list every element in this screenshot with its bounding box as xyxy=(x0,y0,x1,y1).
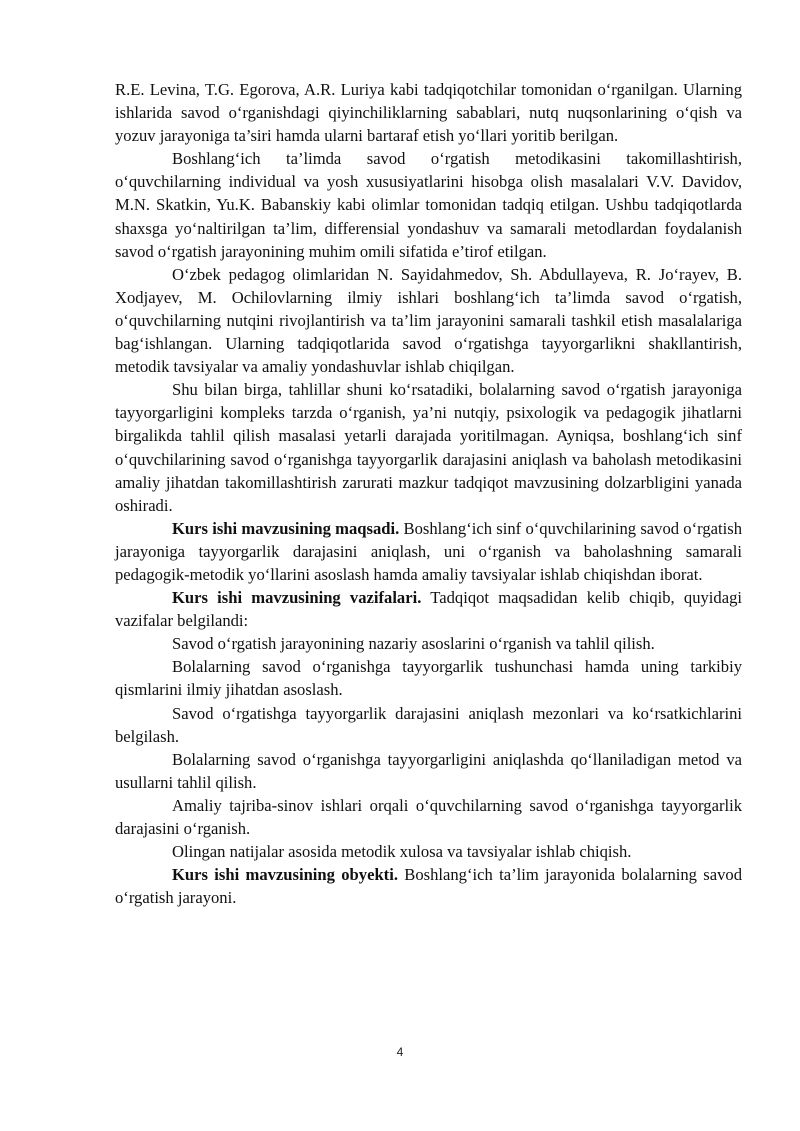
goal-heading: Kurs ishi mavzusining maqsadi. xyxy=(172,518,400,538)
paragraph-object xyxy=(115,863,742,909)
document-page xyxy=(115,78,742,909)
task-item-3: Savod o‘rgatishga tayyorgarlik darajasini aniqlash mezonlari va ko‘rsatkichlarini belgilash. xyxy=(115,703,742,746)
paragraph-intro-continuation: R.E. Levina, T.G. Egorova, A.R. Luriya kabi tadqiqotchilar tomonidan o‘rganilgan. Ularning ishlarida savod o‘rganishdagi qiyinchiliklarning sabablari, nutq nuqsonlarining o‘qish va yozuv jarayoniga ta’siri hamda ularni bartaraf etish yo‘llari yoritib berilgan. xyxy=(115,80,742,146)
tasks-text: Tadqiqot maqsadidan kelib chiqib, quyidagi vazifalar belgilandi: xyxy=(115,588,742,631)
paragraph-relevance: Shu bilan birga, tahlillar shuni ko‘rsatadiki, bolalarning savod o‘rgatish jarayoniga tayyorgarligini kompleks tarzda o‘rganish, ya’ni nutqiy, psixologik va pedagogik jihatlarni birgalikda tahlil qilish masalasi yetarli darajada yoritilmagan. Ayniqsa, boshlang‘ich sinf o‘quvchilarining savod o‘rganishga tayyorgarlik darajasini aniqlash va baholash metodikasini amaliy jihatdan takomillashtirish zarurati mazkur tadqiqot mavzusining dolzarbligini yanada oshiradi. xyxy=(115,380,742,515)
object-heading: Kurs ishi mavzusining obyekti. xyxy=(172,865,398,885)
tasks-heading: Kurs ishi mavzusining vazifalari. xyxy=(172,588,422,608)
paragraph-methodology-research: Boshlang‘ich ta’limda savod o‘rgatish metodikasini takomillashtirish, o‘quvchilarning individual va yosh xususiyatlarini hisobga olish masalalari V.V. Davidov, M.N. Skatkin, Yu.K. Babanskiy kabi olimlar tomonidan tadqiq etilgan. Ushbu tadqiqotlarda shaxsga yo‘naltirilgan ta’lim, differensial yondashuv va samarali metodlardan foydalanish savod o‘rgatish jarayonining muhim omili sifatida e’tirof etilgan. xyxy=(115,149,742,261)
page-number: 4 xyxy=(396,1045,404,1059)
paragraph-tasks xyxy=(115,586,742,632)
task-item-1: Savod o‘rgatish jarayonining nazariy asoslarini o‘rganish va tahlil qilish. xyxy=(172,634,655,654)
paragraph-goal xyxy=(115,517,742,586)
object-text: Boshlang‘ich ta’lim jarayonida bolalarning savod o‘rgatish jarayoni. xyxy=(115,865,742,908)
paragraph-uzbek-scholars: O‘zbek pedagog olimlaridan N. Sayidahmedov, Sh. Abdullayeva, R. Jo‘rayev, B. Xodjayev, M. Ochilovlarning ilmiy ishlari boshlang‘ich ta’limda savod o‘rgatish, o‘quvchilarning nutqini rivojlantirish va ta’lim jarayonini samarali tashkil etish masalalariga bag‘ishlangan. Ularning tadqiqotlarida savod o‘rgatishga tayyorgarlikni shakllantirish, metodik tavsiyalar va amaliy yondashuvlar ishlab chiqilgan. xyxy=(115,264,742,377)
task-item-6: Olingan natijalar asosida metodik xulosa va tavsiyalar ishlab chiqish. xyxy=(172,842,632,862)
task-item-2: Bolalarning savod o‘rganishga tayyorgarlik tushunchasi hamda uning tarkibiy qismlarini ilmiy jihatdan asoslash. xyxy=(115,657,742,700)
task-item-4: Bolalarning savod o‘rganishga tayyorgarligini aniqlashda qo‘llaniladigan metod va usullarni tahlil qilish. xyxy=(115,749,742,792)
goal-text: Boshlang‘ich sinf o‘quvchilarining savod o‘rgatish jarayoniga tayyorgarlik darajasini aniqlash, uni o‘rganish va baholashning samarali pedagogik-metodik yo‘llarini asoslash hamda amaliy tavsiyalar ishlab chiqishdan iborat. xyxy=(115,518,742,584)
task-item-5: Amaliy tajriba-sinov ishlari orqali o‘quvchilarning savod o‘rganishga tayyorgarlik darajasini o‘rganish. xyxy=(115,795,742,838)
